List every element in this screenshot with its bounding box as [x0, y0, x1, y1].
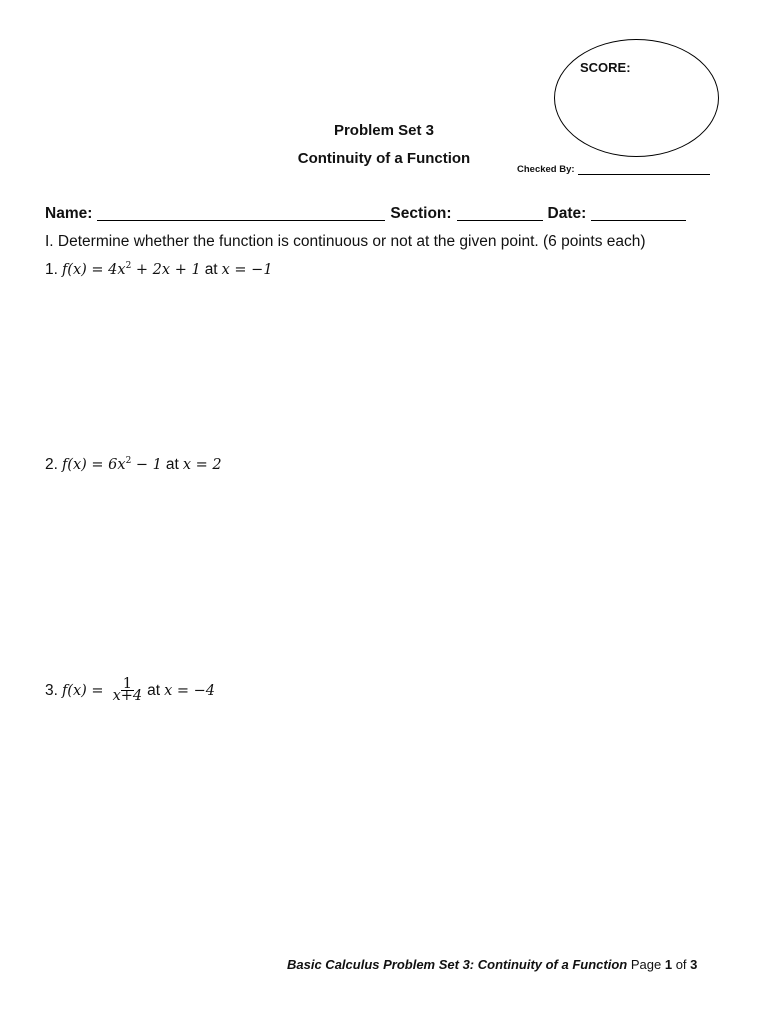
name-label: Name:	[45, 205, 93, 222]
score-label: SCORE:	[580, 60, 631, 75]
name-blank[interactable]	[97, 206, 385, 221]
footer-title: Basic Calculus Problem Set 3: Continuity of a Function	[287, 957, 628, 972]
footer-page-total: 3	[690, 957, 698, 972]
problem-2	[45, 456, 226, 474]
page-subtitle: Continuity of a Function	[297, 150, 471, 167]
problem-point: x = −4	[164, 682, 215, 699]
footer-of-label: of	[675, 957, 687, 972]
student-info-row	[45, 205, 686, 223]
footer-page-label: Page	[630, 957, 662, 972]
section-label: Section:	[390, 205, 452, 222]
score-oval	[554, 39, 719, 157]
page-footer	[287, 957, 697, 972]
checked-by-label: Checked By:	[517, 164, 575, 175]
problem-function: $f(x) = 6x^2 - 1$	[61, 456, 162, 473]
problem-function: f(x) =	[61, 682, 104, 699]
problem-number: 2.	[45, 456, 58, 473]
problem-number: 1.	[45, 261, 58, 278]
checked-by-blank[interactable]	[578, 165, 710, 175]
section-blank[interactable]	[457, 206, 543, 221]
problem-3	[45, 676, 219, 704]
fraction-numerator: 1	[122, 676, 132, 692]
at-label: at	[204, 261, 218, 278]
problem-number: 3.	[45, 681, 58, 699]
checked-by	[517, 164, 710, 175]
problem-point: x = −1	[221, 262, 273, 278]
page-title: Problem Set 3	[333, 122, 435, 139]
at-label: at	[147, 681, 161, 699]
problem-function: $f(x) = 4x^2 + 2x + 1$	[61, 261, 201, 278]
fraction-denominator: x+4	[112, 688, 143, 704]
date-label: Date:	[547, 205, 587, 222]
problem-1	[45, 261, 277, 279]
instructions: I. Determine whether the function is continuous or not at the given point. (6 points each)	[45, 233, 646, 250]
footer-page-current: 1	[664, 957, 673, 972]
fraction	[111, 676, 145, 704]
at-label: at	[165, 456, 179, 473]
date-blank[interactable]	[591, 206, 686, 221]
problem-point: x = 2	[182, 457, 222, 473]
